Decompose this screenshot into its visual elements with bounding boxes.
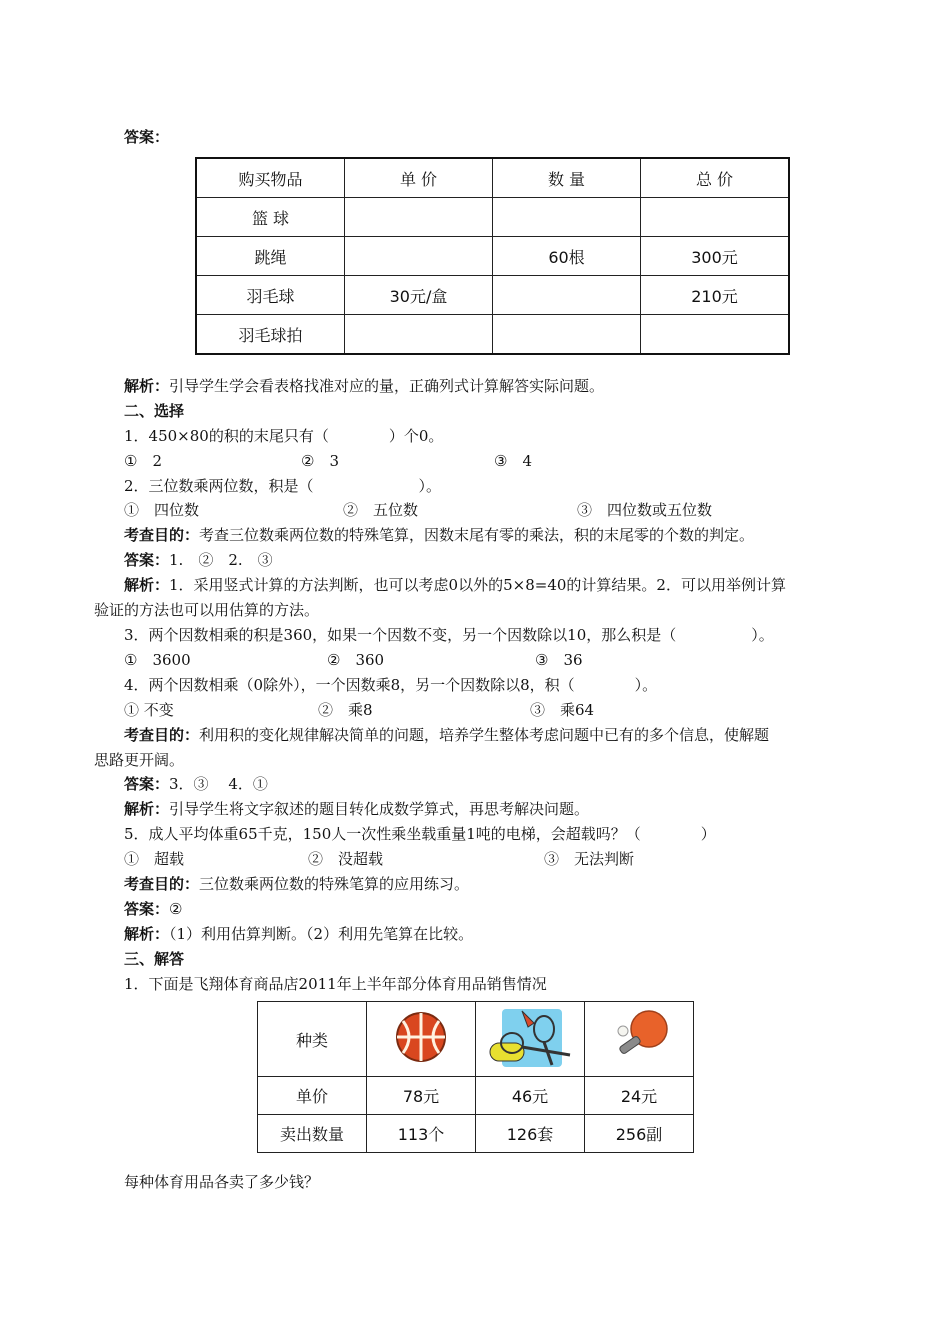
header-item: 购买物品 — [196, 158, 345, 198]
q2-option-2: ② 五位数 — [343, 501, 419, 519]
purchase-table — [195, 157, 790, 355]
q3-option-2: ② 360 — [327, 651, 385, 669]
header-quantity: 数 量 — [493, 158, 641, 198]
table-cell: 256副 — [585, 1115, 694, 1153]
table-row — [258, 1077, 694, 1115]
purpose-2-cont: 思路更开阔。 — [94, 751, 185, 769]
table-cell: 300元 — [641, 237, 790, 276]
table-cell: 30元/盒 — [345, 276, 493, 315]
table-cell — [493, 198, 641, 237]
section-2-heading: 二、选择 — [124, 402, 185, 420]
table-cell — [345, 315, 493, 355]
q4-option-2: ② 乘8 — [318, 701, 373, 719]
analysis-1: 解析：引导学生学会看表格找准对应的量，正确列式计算解答实际问题。 — [124, 377, 605, 395]
q2-option-1: ① 四位数 — [124, 501, 200, 519]
table-cell — [641, 198, 790, 237]
table-cell — [493, 315, 641, 355]
q1-option-3: ③ 4 — [494, 452, 532, 470]
table-row — [258, 1115, 694, 1153]
analysis-4: 解析：（1）利用估算判断。（2）利用先笔算在比较。 — [124, 925, 474, 943]
table-cell: 跳绳 — [196, 237, 345, 276]
table-cell — [641, 315, 790, 355]
q5-option-3: ③ 无法判断 — [544, 850, 635, 868]
q5-option-1: ① 超载 — [124, 850, 185, 868]
table-cell: 46元 — [476, 1077, 585, 1115]
final-question: 每种体育用品各卖了多少钱？ — [124, 1173, 320, 1191]
table-cell: 210元 — [641, 276, 790, 315]
row-label-sold: 卖出数量 — [258, 1115, 367, 1153]
q5-option-2: ② 没超载 — [308, 850, 384, 868]
q3-option-1: ① 3600 — [124, 651, 191, 669]
table-cell: 113个 — [367, 1115, 476, 1153]
question-4: 4．两个因数相乘（0除外），一个因数乘8，另一个因数除以8，积（ ）。 — [124, 676, 658, 694]
q3-option-3: ③ 36 — [535, 651, 583, 669]
answer-2: 答案：1. ② 2. ③ — [124, 551, 273, 569]
table-cell: 126套 — [476, 1115, 585, 1153]
table-row — [196, 198, 789, 237]
question-3: 3．两个因数相乘的积是360，如果一个因数不变，另一个因数除以10，那么积是（ ）。 — [124, 626, 774, 644]
table-row — [196, 276, 789, 315]
answer-3: 答案：3．③ 4．① — [124, 775, 268, 793]
table-cell — [345, 237, 493, 276]
answer-4: 答案：② — [124, 900, 183, 918]
q2-option-3: ③ 四位数或五位数 — [577, 501, 713, 519]
answer-label: 答案： — [124, 128, 170, 146]
sales-table — [257, 1001, 694, 1153]
purpose-1: 考查目的：考查三位数乘两位数的特殊笔算，因数末尾有零的乘法，积的末尾零的个数的判定。 — [124, 526, 755, 544]
badminton-set-icon — [476, 1002, 585, 1077]
table-cell — [345, 198, 493, 237]
q4-option-3: ③ 乘64 — [530, 701, 595, 719]
section-3-heading: 三、解答 — [124, 950, 185, 968]
header-unit-price: 单 价 — [345, 158, 493, 198]
table-cell: 78元 — [367, 1077, 476, 1115]
problem-1: 1．下面是飞翔体育商品店2011年上半年部分体育用品销售情况 — [124, 975, 547, 993]
row-label-kind: 种类 — [258, 1002, 367, 1077]
purpose-3: 考查目的：三位数乘两位数的特殊笔算的应用练习。 — [124, 875, 470, 893]
table-row — [258, 1002, 694, 1077]
question-5: 5．成人平均体重65千克，150人一次性乘坐载重量1吨的电梯，会超载吗？（ ） — [124, 825, 716, 843]
table-cell — [493, 276, 641, 315]
row-label-price: 单价 — [258, 1077, 367, 1115]
purpose-2: 考查目的：利用积的变化规律解决简单的问题，培养学生整体考虑问题中已有的多个信息，使解题 — [124, 726, 770, 744]
table-row — [196, 315, 789, 355]
q1-option-2: ② 3 — [301, 452, 339, 470]
analysis-2: 解析：1．采用竖式计算的方法判断，也可以考虑0以外的5×8=40的计算结果。2．可以用举例计算 — [124, 576, 786, 594]
table-cell: 篮 球 — [196, 198, 345, 237]
ping-pong-paddle-icon — [585, 1002, 694, 1077]
table-cell: 羽毛球拍 — [196, 315, 345, 355]
header-total: 总 价 — [641, 158, 790, 198]
analysis-3: 解析：引导学生将文字叙述的题目转化成数学算式，再思考解决问题。 — [124, 800, 590, 818]
question-2: 2．三位数乘两位数，积是（ ）。 — [124, 477, 442, 495]
q1-option-1: ① 2 — [124, 452, 162, 470]
table-cell: 羽毛球 — [196, 276, 345, 315]
basketball-icon — [367, 1002, 476, 1077]
q4-option-1: ① 不变 — [124, 701, 174, 719]
table-row — [196, 237, 789, 276]
table-cell: 60根 — [493, 237, 641, 276]
table-header-row — [196, 158, 789, 198]
analysis-2-cont: 验证的方法也可以用估算的方法。 — [94, 601, 320, 619]
question-1: 1．450×80的积的末尾只有（ ）个0。 — [124, 427, 444, 445]
table-cell: 24元 — [585, 1077, 694, 1115]
